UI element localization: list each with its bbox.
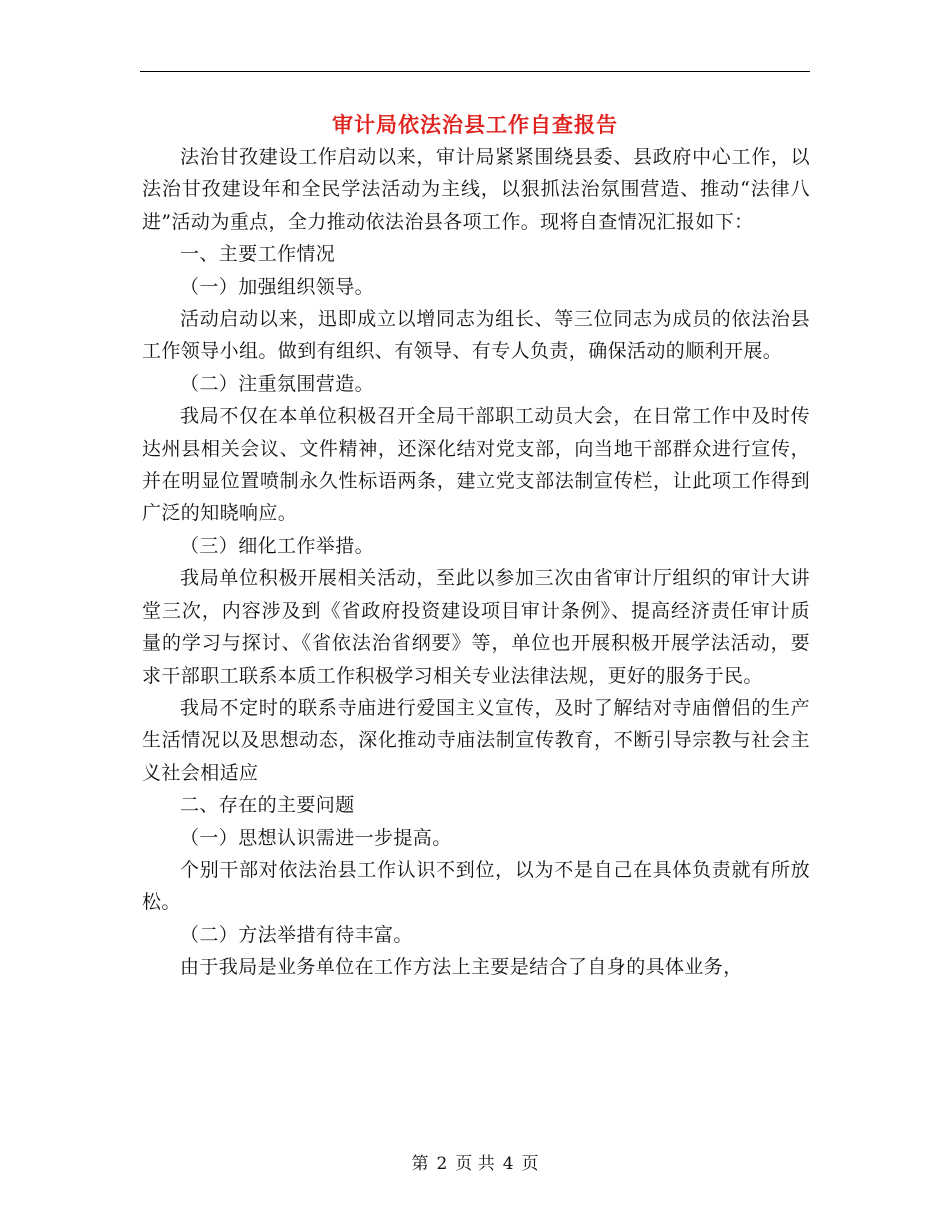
subheading-measures: （三）细化工作举措。 xyxy=(180,534,375,557)
footer-prefix: 第 xyxy=(411,1154,429,1174)
document-body xyxy=(142,141,810,984)
section-heading-problems: 二、存在的主要问题 xyxy=(180,794,355,817)
page-number: 2 xyxy=(436,1154,448,1174)
body-paragraph: 我局不定时的联系寺庙进行爱国主义宣传，及时了解结对寺庙僧侣的生产生活情况以及思想动态，深化推动寺庙法制宣传教育，不断引导宗教与社会主义社会相适应 xyxy=(142,696,810,784)
body-paragraph: 个别干部对依法治县工作认识不到位，以为不是自己在具体负责就有所放松。 xyxy=(142,858,810,914)
header-rule xyxy=(140,71,810,72)
subheading-methods: （二）方法举措有待丰富。 xyxy=(180,923,413,946)
intro-paragraph: 法治甘孜建设工作启动以来，审计局紧紧围绕县委、县政府中心工作，以法治甘孜建设年和全民学法活动为主线，以狠抓法治氛围营造、推动“法律八进”活动为重点，全力推动依法治县各项工作。现将自查情况汇报如下： xyxy=(142,146,810,233)
subheading-atmosphere: （二）注重氛围营造。 xyxy=(180,372,375,395)
footer-suffix: 页 xyxy=(521,1154,539,1174)
footer-middle: 页 共 xyxy=(455,1154,495,1174)
page-footer xyxy=(0,1152,950,1176)
document-title: 审计局依法治县工作自查报告 xyxy=(332,112,618,137)
body-paragraph: 我局不仅在本单位积极召开全局干部职工动员大会，在日常工作中及时传达州县相关会议、文件精神，还深化结对党支部，向当地干部群众进行宣传，并在明显位置喷制永久性标语两条，建立党支部法制宣传栏，让此项工作得到广泛的知晓响应。 xyxy=(142,405,810,525)
body-paragraph: 活动启动以来，迅即成立以增同志为组长、等三位同志为成员的依法治县工作领导小组。做到有组织、有领导、有专人负责，确保活动的顺利开展。 xyxy=(142,308,810,363)
subheading-organization: （一）加强组织领导。 xyxy=(180,275,375,298)
body-paragraph: 我局单位积极开展相关活动，至此以参加三次由省审计厅组织的审计大讲堂三次，内容涉及到《省政府投资建设项目审计条例》、提高经济责任审计质量的学习与探讨、《省依法治省纲要》等，单位也开展积极开展学法活动，要求干部职工联系本质工作积极学习相关专业法律法规，更好的服务于民。 xyxy=(142,567,810,687)
body-paragraph: 由于我局是业务单位在工作方法上主要是结合了自身的具体业务， xyxy=(180,956,743,979)
total-pages: 4 xyxy=(502,1154,514,1174)
subheading-awareness: （一）思想认识需进一步提高。 xyxy=(180,826,452,849)
section-heading-main-work: 一、主要工作情况 xyxy=(180,243,336,266)
